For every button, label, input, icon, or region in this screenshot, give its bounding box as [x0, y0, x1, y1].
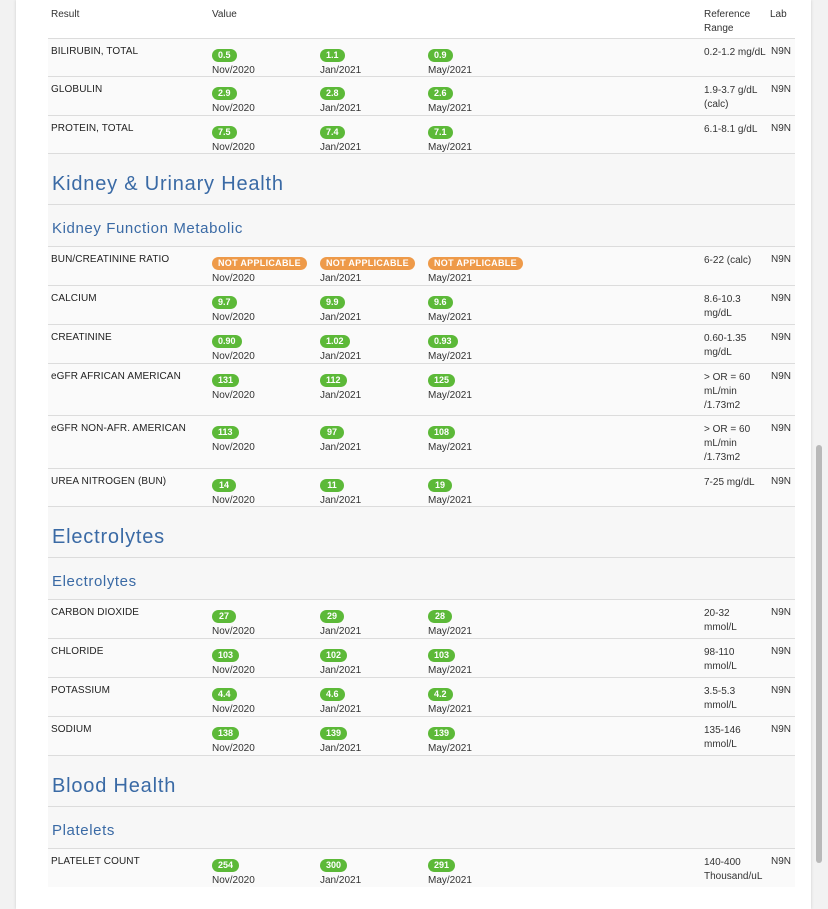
lab-code: N9N: [771, 476, 792, 487]
result-row-platelet-count[interactable]: [48, 849, 795, 887]
value-date: Nov/2020: [212, 442, 255, 453]
value-cell[interactable]: [320, 292, 361, 323]
lab-code: N9N: [771, 293, 792, 304]
value-date: Jan/2021: [320, 626, 362, 637]
value-pill[interactable]: 138: [212, 727, 239, 740]
value-pill[interactable]: 0.9: [428, 49, 453, 62]
lab-code: N9N: [771, 371, 792, 382]
value-cell[interactable]: [428, 83, 472, 114]
value-cell[interactable]: [428, 855, 472, 886]
value-cell[interactable]: [212, 292, 255, 323]
value-cell[interactable]: [212, 684, 255, 715]
value-pill[interactable]: 14: [212, 479, 236, 492]
value-date: Nov/2020: [212, 626, 255, 637]
lab-code: N9N: [771, 123, 792, 134]
subsection-title: Platelets: [52, 822, 115, 839]
value-date: Nov/2020: [212, 390, 255, 401]
value-date: Nov/2020: [212, 665, 255, 676]
value-pill[interactable]: 1.1: [320, 49, 345, 62]
value-pill[interactable]: 291: [428, 859, 455, 872]
value-cell[interactable]: [212, 475, 255, 506]
result-row-egfr-african-american[interactable]: [48, 364, 795, 416]
value-pill[interactable]: 2.9: [212, 87, 237, 100]
value-date: May/2021: [428, 875, 472, 886]
value-cell[interactable]: [212, 122, 255, 153]
value-date: May/2021: [428, 495, 472, 506]
value-date: May/2021: [428, 142, 472, 153]
value-pill[interactable]: 1.02: [320, 335, 350, 348]
lab-results-table: [48, 0, 795, 887]
value-date: May/2021: [428, 743, 472, 754]
value-pill[interactable]: 125: [428, 374, 455, 387]
result-name: GLOBULIN: [51, 84, 103, 95]
result-name: BUN/CREATININE RATIO: [51, 254, 170, 265]
value-date: Jan/2021: [320, 743, 362, 754]
lab-code: N9N: [771, 724, 792, 735]
reference-range: 140-400 Thousand/uL: [704, 857, 763, 882]
result-row-bun-creatinine-ratio[interactable]: [48, 247, 795, 286]
value-pill[interactable]: 139: [428, 727, 455, 740]
value-date: Jan/2021: [320, 351, 362, 362]
result-name: CALCIUM: [51, 293, 97, 304]
value-cell[interactable]: [428, 331, 472, 362]
header-reference-range: Reference Range: [704, 9, 751, 34]
reference-range: 1.9-3.7 g/dL (calc): [704, 85, 758, 110]
result-row-potassium[interactable]: [48, 678, 795, 717]
value-date: Jan/2021: [320, 875, 362, 886]
value-cell[interactable]: [320, 475, 361, 506]
value-cell[interactable]: [212, 331, 255, 362]
value-date: Nov/2020: [212, 704, 255, 715]
value-date: May/2021: [428, 351, 472, 362]
value-date: Nov/2020: [212, 142, 255, 153]
section-title: Blood Health: [52, 775, 177, 797]
reference-range: 8.6-10.3 mg/dL: [704, 294, 741, 319]
value-pill[interactable]: 102: [320, 649, 347, 662]
value-cell[interactable]: [212, 253, 307, 284]
lab-code: N9N: [771, 332, 792, 343]
value-pill[interactable]: 131: [212, 374, 239, 387]
section-heading-blood-health: [48, 756, 795, 807]
result-row-urea-nitrogen[interactable]: [48, 469, 795, 507]
result-name: BILIRUBIN, TOTAL: [51, 46, 139, 57]
lab-code: N9N: [771, 856, 792, 867]
value-pill[interactable]: 0.5: [212, 49, 237, 62]
subsection-heading-electrolytes: [48, 558, 795, 600]
result-name: CHLORIDE: [51, 646, 104, 657]
value-pill[interactable]: 9.9: [320, 296, 345, 309]
result-row-globulin[interactable]: [48, 77, 795, 116]
value-cell[interactable]: [320, 723, 361, 754]
lab-code: N9N: [771, 254, 792, 265]
value-date: Jan/2021: [320, 390, 362, 401]
value-pill[interactable]: 27: [212, 610, 236, 623]
value-cell[interactable]: [212, 855, 255, 886]
value-date: May/2021: [428, 665, 472, 676]
value-date: Jan/2021: [320, 442, 362, 453]
value-cell[interactable]: [320, 83, 361, 114]
value-cell[interactable]: [320, 370, 361, 401]
header-result: Result: [51, 9, 80, 20]
value-cell[interactable]: [212, 45, 255, 76]
result-row-calcium[interactable]: [48, 286, 795, 325]
value-pill[interactable]: 4.4: [212, 688, 237, 701]
value-date: May/2021: [428, 626, 472, 637]
reference-range: > OR = 60 mL/min /1.73m2: [704, 372, 751, 411]
value-cell[interactable]: [320, 855, 361, 886]
reference-range: 20-32 mmol/L: [704, 608, 737, 633]
reference-range: > OR = 60 mL/min /1.73m2: [704, 424, 751, 463]
value-cell[interactable]: [428, 684, 472, 715]
value-cell[interactable]: [428, 723, 472, 754]
value-date: May/2021: [428, 704, 472, 715]
reference-range: 7-25 mg/dL: [704, 477, 755, 488]
value-date: May/2021: [428, 273, 472, 284]
lab-code: N9N: [771, 646, 792, 657]
value-cell[interactable]: [320, 331, 361, 362]
value-date: Nov/2020: [212, 495, 255, 506]
value-pill[interactable]: 28: [428, 610, 452, 623]
result-name: PROTEIN, TOTAL: [51, 123, 134, 134]
value-date: Jan/2021: [320, 273, 362, 284]
value-date: Jan/2021: [320, 665, 362, 676]
value-pill[interactable]: 97: [320, 426, 344, 439]
value-cell[interactable]: [212, 370, 255, 401]
value-pill[interactable]: 9.7: [212, 296, 237, 309]
value-cell[interactable]: [428, 475, 472, 506]
vertical-scrollbar-thumb[interactable]: [816, 445, 822, 863]
value-pill[interactable]: 19: [428, 479, 452, 492]
value-date: Jan/2021: [320, 704, 362, 715]
lab-code: N9N: [771, 84, 792, 95]
value-pill[interactable]: 11: [320, 479, 344, 492]
value-cell[interactable]: [320, 684, 361, 715]
result-row-egfr-non-afr-american[interactable]: [48, 416, 795, 469]
result-name: eGFR NON-AFR. AMERICAN: [51, 423, 186, 434]
result-row-chloride[interactable]: [48, 639, 795, 678]
section-heading-kidney: [48, 154, 795, 205]
result-row-creatinine[interactable]: [48, 325, 795, 364]
result-name: eGFR AFRICAN AMERICAN: [51, 371, 181, 382]
lab-code: N9N: [771, 607, 792, 618]
subsection-heading-platelets: [48, 807, 795, 849]
value-cell[interactable]: [428, 606, 472, 637]
value-cell[interactable]: [212, 723, 255, 754]
value-cell[interactable]: [428, 45, 472, 76]
value-date: Jan/2021: [320, 65, 362, 76]
section-title: Kidney & Urinary Health: [52, 173, 284, 195]
reference-range: 98-110 mmol/L: [704, 647, 737, 672]
value-pill[interactable]: 103: [212, 649, 239, 662]
table-header: [48, 0, 795, 39]
value-pill[interactable]: 7.5: [212, 126, 237, 139]
value-cell[interactable]: [320, 253, 415, 284]
not-applicable-pill[interactable]: NOT APPLICABLE: [428, 257, 523, 270]
lab-code: N9N: [771, 685, 792, 696]
value-date: Nov/2020: [212, 743, 255, 754]
result-row-carbon-dioxide[interactable]: [48, 600, 795, 639]
reference-range: 135-146 mmol/L: [704, 725, 741, 750]
value-pill[interactable]: 254: [212, 859, 239, 872]
value-cell[interactable]: [428, 422, 472, 453]
value-pill[interactable]: 4.2: [428, 688, 453, 701]
result-row-bilirubin-total[interactable]: [48, 39, 795, 77]
value-cell[interactable]: [428, 253, 523, 284]
value-cell[interactable]: [320, 606, 361, 637]
value-pill[interactable]: 0.90: [212, 335, 242, 348]
reference-range: 6.1-8.1 g/dL: [704, 124, 758, 135]
value-cell[interactable]: [428, 645, 472, 676]
results-page: [16, 0, 811, 909]
value-pill[interactable]: 4.6: [320, 688, 345, 701]
value-date: Jan/2021: [320, 312, 362, 323]
value-pill[interactable]: 2.6: [428, 87, 453, 100]
subsection-title: Kidney Function Metabolic: [52, 220, 243, 237]
value-cell[interactable]: [212, 422, 255, 453]
header-value: Value: [212, 9, 237, 20]
value-date: Nov/2020: [212, 351, 255, 362]
lab-code: N9N: [771, 423, 792, 434]
value-date: May/2021: [428, 390, 472, 401]
value-cell[interactable]: [320, 422, 361, 453]
value-date: Nov/2020: [212, 273, 255, 284]
reference-range: 6-22 (calc): [704, 255, 752, 266]
result-name: UREA NITROGEN (BUN): [51, 476, 167, 487]
result-name: CARBON DIOXIDE: [51, 607, 140, 618]
value-cell[interactable]: [428, 122, 472, 153]
value-cell[interactable]: [428, 370, 472, 401]
not-applicable-pill[interactable]: NOT APPLICABLE: [320, 257, 415, 270]
value-pill[interactable]: 0.93: [428, 335, 458, 348]
reference-range: 0.2-1.2 mg/dL: [704, 47, 766, 58]
reference-range: 3.5-5.3 mmol/L: [704, 686, 737, 711]
value-date: May/2021: [428, 442, 472, 453]
value-date: Jan/2021: [320, 142, 362, 153]
value-pill[interactable]: 300: [320, 859, 347, 872]
value-cell[interactable]: [428, 292, 472, 323]
not-applicable-pill[interactable]: NOT APPLICABLE: [212, 257, 307, 270]
value-date: May/2021: [428, 312, 472, 323]
value-date: Nov/2020: [212, 65, 255, 76]
subsection-title: Electrolytes: [52, 573, 137, 590]
value-pill[interactable]: 103: [428, 649, 455, 662]
value-pill[interactable]: 29: [320, 610, 344, 623]
result-name: SODIUM: [51, 724, 92, 735]
value-date: Nov/2020: [212, 312, 255, 323]
value-pill[interactable]: 9.6: [428, 296, 453, 309]
value-date: Jan/2021: [320, 495, 362, 506]
section-title: Electrolytes: [52, 526, 165, 548]
value-date: Nov/2020: [212, 103, 255, 114]
result-name: CREATININE: [51, 332, 112, 343]
value-date: May/2021: [428, 103, 472, 114]
value-cell[interactable]: [212, 83, 255, 114]
value-pill[interactable]: 7.1: [428, 126, 453, 139]
section-heading-electrolytes: [48, 507, 795, 558]
result-name: POTASSIUM: [51, 685, 111, 696]
reference-range: 0.60-1.35 mg/dL: [704, 333, 747, 358]
result-name: PLATELET COUNT: [51, 856, 140, 867]
value-cell[interactable]: [320, 645, 361, 676]
value-cell[interactable]: [320, 45, 361, 76]
value-date: May/2021: [428, 65, 472, 76]
value-pill[interactable]: 7.4: [320, 126, 345, 139]
value-cell[interactable]: [212, 606, 255, 637]
value-date: Jan/2021: [320, 103, 362, 114]
header-lab: Lab: [770, 9, 787, 20]
value-cell[interactable]: [320, 122, 361, 153]
lab-code: N9N: [771, 46, 792, 57]
result-row-protein-total[interactable]: [48, 116, 795, 154]
value-pill[interactable]: 112: [320, 374, 347, 387]
value-date: Nov/2020: [212, 875, 255, 886]
subsection-heading-kidney-function: [48, 205, 795, 247]
value-pill[interactable]: 2.8: [320, 87, 345, 100]
value-pill[interactable]: 139: [320, 727, 347, 740]
result-row-sodium[interactable]: [48, 717, 795, 756]
value-pill[interactable]: 108: [428, 426, 455, 439]
value-pill[interactable]: 113: [212, 426, 239, 439]
value-cell[interactable]: [212, 645, 255, 676]
